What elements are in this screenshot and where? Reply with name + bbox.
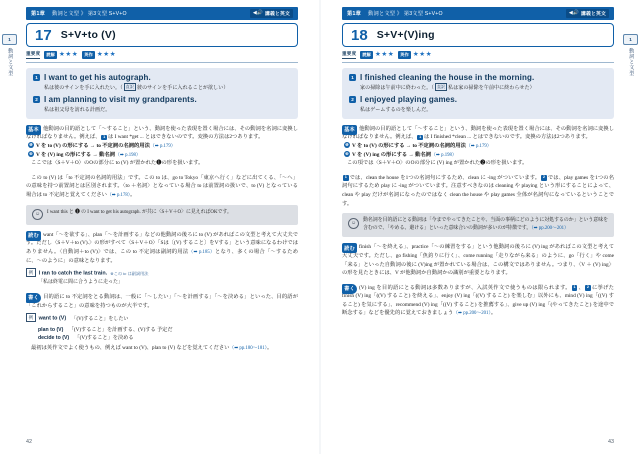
example-japanese-before: 家の掃除は午前中に終わった。（ — [360, 86, 434, 92]
chapter-label: 第1章 — [347, 11, 362, 17]
importance-tag: 英作 — [400, 51, 409, 57]
section-title-plate-left — [26, 23, 298, 47]
example-japanese-after: 彼のサインを手に入れることが欲しい） — [136, 86, 229, 92]
example-english: I finished cleaning the house in the morning. — [360, 72, 535, 82]
thumb-tab-right[interactable] — [624, 34, 637, 76]
importance-item-writing — [398, 51, 432, 59]
basic-block-right — [342, 125, 614, 168]
example-item — [349, 73, 607, 92]
importance-row-right — [342, 51, 614, 63]
literal-tag: 直訳 — [125, 84, 134, 90]
basic-paragraph-2 — [342, 159, 614, 168]
writing-number-sep: 、 — [578, 284, 585, 291]
writing-tail-end: 。 — [267, 344, 273, 351]
breadcrumb — [52, 10, 127, 17]
audio-label: 講義と英文 — [265, 12, 290, 17]
breadcrumb-chapter-title: 動詞と文型 — [52, 11, 80, 17]
example-english: I enjoyed playing games. — [360, 95, 458, 105]
example-item — [33, 95, 291, 113]
reading-paragraph — [342, 243, 614, 277]
advice-icon: ☺ — [348, 218, 359, 229]
example-japanese-before: 私は彼のサインを手に入れたい。（ — [44, 86, 123, 92]
basic-text-2: は I finished *clean ... とはできないのです。変換の方法は2つあります。 — [423, 134, 591, 141]
advice-note-text: I want this と ❶ の I want to get his autograph. が共に〈S＋V＋O〉に見えればOKです。 — [47, 209, 232, 215]
section-title-plate-right — [342, 23, 614, 47]
importance-stars: ★★★ — [374, 50, 395, 58]
example-number: 1 — [349, 74, 356, 81]
basic-block-body — [26, 125, 298, 168]
example-line — [349, 73, 607, 82]
audio-label: 講義と英文 — [581, 12, 606, 17]
detail-inline-number: 2 — [542, 175, 546, 180]
detail-block-left — [26, 174, 298, 200]
detail-block-body — [26, 174, 298, 200]
writing-block-body — [342, 284, 614, 319]
thumb-tab-label: 動詞と文型 — [628, 48, 634, 76]
basic-block-heading: 基本 — [26, 125, 41, 135]
rule-reference[interactable]: （➡ p.179） — [149, 143, 176, 149]
advice-note-text — [363, 217, 608, 233]
basic-text-1: 他動詞の目的語として「〜すること」という、動詞を使った表現を置く場合には、その動詞を名詞に変換しなければなりません。例えば、 — [26, 125, 298, 141]
page-number-left: 42 — [26, 439, 32, 445]
reading-block-heading: 読む — [26, 231, 41, 241]
writing-paragraph — [26, 293, 298, 310]
breadcrumb-section-title: 第3文型 S+V+O — [87, 11, 127, 17]
importance-label: 重要度 — [342, 51, 356, 59]
right-page — [320, 0, 640, 454]
rule-reference[interactable]: （➡ p.198） — [431, 152, 457, 158]
detail-tail: 。 — [130, 192, 136, 199]
writing-text-a: (V) ing を目的語にとる動詞は多数ありますが、入試英作文で使うものは限られます。 — [359, 284, 571, 291]
advice-note-left — [26, 205, 298, 225]
writing-tail-paragraph — [26, 344, 298, 353]
breadcrumb-separator: 》 — [80, 11, 87, 17]
detail-paragraph — [342, 174, 614, 208]
writing-reference[interactable]: （➡ pp.200〜201） — [453, 311, 491, 317]
writing-item-japanese: 「(V)すること」をしたい — [71, 316, 129, 322]
detail-inline-number: 1 — [344, 175, 347, 180]
breadcrumb — [368, 10, 443, 17]
basic-text-3: ここでは〈S＋V＋O〉のOの部分に to (V) が置かれた❶の形を扱います。 — [31, 160, 204, 167]
literal-tag: 直訳 — [436, 84, 446, 90]
example-number: 2 — [349, 96, 356, 103]
speaker-icon: ◀🔊 — [252, 10, 263, 16]
chapter-label: 第1章 — [31, 11, 46, 17]
example-japanese — [360, 83, 607, 91]
writing-item-english: plan to (V) — [38, 326, 64, 333]
reading-block-heading: 読む — [342, 243, 357, 253]
basic-inline-number: 1 — [103, 134, 106, 139]
example-tag: 例 — [26, 313, 36, 322]
audio-badge[interactable] — [566, 9, 609, 18]
importance-item-writing — [82, 51, 116, 59]
detail-reference[interactable]: （➡ p.178） — [106, 193, 131, 199]
importance-item-reading — [44, 51, 78, 59]
rule-text: V を (V) ing の形にする → 動名詞 — [352, 151, 432, 158]
thumb-tab-number: 1 — [2, 34, 17, 45]
rule-number: ❷ — [345, 151, 349, 157]
basic-paragraph-2 — [26, 159, 298, 168]
reading-block-body — [26, 231, 298, 266]
writing-item-english: want to (V) — [38, 315, 67, 322]
rule-number: ❷ — [29, 151, 33, 157]
importance-row-left — [26, 51, 298, 63]
reading-tail: となり、多くの場合「〜するために、〜のように」の意味となります。 — [26, 248, 298, 264]
writing-block-right — [342, 284, 614, 319]
advice-icon: ☺ — [32, 209, 43, 220]
basic-inline-number: 1 — [419, 134, 422, 139]
importance-tag: 英作 — [84, 51, 93, 57]
example-english: I want to get his autograph. — [44, 72, 151, 82]
basic-rule — [26, 151, 298, 160]
writing-tail-body — [26, 344, 298, 353]
writing-tail: 。 — [490, 310, 497, 317]
writing-block-body — [26, 293, 298, 310]
writing-item — [26, 326, 298, 335]
writing-block-heading: 書く — [342, 284, 357, 294]
rule-text: V を (V) ing の形にする → 動名詞 — [36, 151, 116, 158]
basic-rule — [26, 142, 298, 151]
writing-text-b: に挙げた finish (V) ing「((V) すること) を終える」、enjoy (V) ing「((V) すること) を楽しむ」以外にも、mind (V) ing「((V) すること) を気にする」、recommend (V) ing「((V) すること) を推薦する」、give up (V) ing「(やってきたこと) を途中で断念する」などを優先的に覚えておきましょう — [342, 284, 614, 317]
speaker-icon: ◀🔊 — [568, 10, 579, 16]
reading-reference[interactable]: （➡ p.185） — [188, 249, 216, 255]
rule-number: ❶ — [29, 142, 33, 148]
reading-text: want「〜を欲する」、plan「〜を計画する」などの他動詞の後ろに to (V) があればこの文型と考えて大丈夫です。ただし〈S＋V＋to (V).〉の形がすべて〈S＋V＋O〉「Sは〔(V) すること〕をVする」という意味になるわけではありません。〈自動詞＋to (V)〉では、この to 不定詞は副詞的用法 — [26, 231, 298, 255]
rule-reference[interactable]: （➡ p.198） — [115, 152, 141, 158]
detail-block-right — [342, 174, 614, 208]
reading-example-note: ※この to は副詞用法 — [110, 270, 149, 276]
reading-block-right — [342, 243, 614, 277]
importance-tag: 読解 — [362, 51, 371, 57]
page-number-right: 43 — [608, 439, 614, 445]
reading-example-english: I ran to catch the last train. — [38, 270, 108, 277]
detail-text: この to (V) は「to 不定詞の名詞的用法」です。この to は、go to Tokyo「東京へ行く」などに出てくる、「〜へ」の意味を持つ前置詞とは区別されます。〈to ＋名詞〉となっている場合 to は前置詞の扱いで、to (V) となっている場合は to 不定詞と覚えてください — [26, 174, 298, 199]
writing-text: 目的語に to 不定詞をとる動詞は、一般に「〜したい」「〜を計画する」「〜を決める」といった、目的語が「これからすること」の意味を持つものが大半です。 — [26, 293, 298, 309]
section-number: 18 — [351, 26, 368, 44]
advice-note-right — [342, 213, 614, 237]
section-number: 17 — [35, 26, 52, 44]
basic-rule — [342, 151, 614, 160]
example-number: 1 — [33, 74, 40, 81]
example-line — [349, 95, 607, 104]
example-english: I am planning to visit my grandparents. — [44, 95, 197, 105]
detail-block-body — [342, 174, 614, 208]
thumb-tab-number: 1 — [623, 34, 638, 45]
reading-example — [26, 268, 298, 287]
reading-example-japanese: 「私は終電に間に合うように走った」 — [38, 279, 124, 285]
thumb-tab-label: 動詞と文型 — [7, 48, 13, 76]
example-japanese: 私はゲームするのを楽しんだ。 — [360, 107, 432, 113]
example-line — [33, 73, 291, 82]
rule-reference[interactable]: （➡ p.179） — [465, 143, 492, 149]
example-item — [349, 95, 607, 113]
example-japanese: 私は祖父母を訪れる計画だ。 — [44, 107, 111, 113]
advice-note-reference[interactable]: （➡ pp.200〜201） — [531, 226, 569, 232]
example-box-right — [342, 68, 614, 119]
writing-inline-number: 1 — [573, 285, 576, 290]
importance-stars: ★★★ — [412, 50, 433, 58]
reading-text: finish「〜を終える」、practice「〜の練習をする」という他動詞の後ろに (V) ing があればこの文型と考えて大丈夫です。ただし、go fishing「魚釣りに行く」、come running「走りながら来る」のように、go「行く」や come「来る」といった自動詞の後に (V)ing が置かれている場合は、この構文ではありません。つまり、〈V ＋ (V) ing〉の形を見たときには、V が他動詞か自動詞かの識別が重要となります。 — [342, 244, 614, 277]
writing-tail-text: 最初は英作文でよく使うもの、例えば want to (V)、plan to (V) などを覚えてください — [31, 344, 230, 351]
example-box-left — [26, 68, 298, 119]
example-japanese-after: 私は家の掃除を午前中に終わらせた） — [448, 86, 535, 92]
breadcrumb-chapter-title: 動詞と文型 — [368, 11, 396, 17]
basic-paragraph — [342, 125, 614, 142]
writing-block-left — [26, 293, 298, 353]
reading-paragraph — [26, 231, 298, 266]
basic-block-heading: 基本 — [342, 125, 357, 135]
basic-text-1: 他動詞の目的語として「〜すること」という、動詞を使った表現を置く場合には、その動詞を名詞に変換しなければなりません。例えば、 — [342, 125, 614, 141]
section-formula: S+V+(V)ing — [376, 29, 435, 41]
writing-paragraph — [342, 284, 614, 319]
rule-number: ❶ — [345, 142, 349, 148]
running-header-right — [342, 7, 614, 20]
writing-item-japanese: 「(V)すること」を決める — [74, 335, 134, 342]
basic-rule — [342, 142, 614, 151]
example-item — [33, 73, 291, 92]
advice-note-body: 動名詞を目的語にとる動詞は「今までやってきたことや、当面の事柄にどのように対処するのか」という意味を含むので、「やめる、避ける」といった意味合いの動詞が多いのが特徴です。 — [363, 218, 608, 232]
writing-block-heading: 書く — [26, 293, 41, 303]
basic-text-3: この項では〈S＋V＋O〉のOの部分に (V) ing が置かれた❷の形を扱います。 — [347, 160, 528, 167]
importance-tag: 読解 — [46, 51, 55, 57]
breadcrumb-separator: 》 — [396, 11, 403, 17]
detail-paragraph — [26, 174, 298, 200]
writing-inline-number: 2 — [586, 285, 589, 290]
audio-badge[interactable] — [250, 9, 293, 18]
importance-label: 重要度 — [26, 51, 40, 59]
writing-reference[interactable]: （➡ pp.180〜181） — [229, 345, 268, 351]
importance-stars: ★★★ — [58, 50, 79, 58]
example-line — [33, 95, 291, 104]
reading-block-left — [26, 231, 298, 287]
writing-example-list — [26, 313, 298, 324]
writing-item-japanese: 「(V)すること」を計画する、(V)する 予定だ — [68, 326, 173, 333]
running-header-left — [26, 7, 298, 20]
section-formula: S+V+to (V) — [60, 29, 116, 41]
rule-text: V を to (V) の形にする → to 不定詞の名詞的用法 — [36, 142, 150, 149]
thumb-tab-left[interactable] — [3, 34, 16, 76]
writing-item-english: decide to (V) — [38, 335, 70, 342]
importance-stars: ★★★ — [96, 50, 117, 58]
detail-text-2: では、play games を1つの名詞句にするため play に -ing がついています。注意すべきなのは cleaning や playing という形にすることによって、clean や play だけが名詞になったのではなく clean the house や play games 全体が名詞句になっているということです。 — [342, 174, 614, 207]
basic-block-body — [342, 125, 614, 168]
example-japanese — [44, 83, 291, 91]
example-tag: 例 — [26, 268, 36, 277]
writing-item — [26, 334, 298, 343]
basic-block-left — [26, 125, 298, 168]
basic-paragraph — [26, 125, 298, 142]
importance-item-reading — [360, 51, 394, 59]
rule-text: V を to (V) の形にする → to 不定詞の名詞的用法 — [352, 142, 466, 149]
example-number: 2 — [33, 96, 40, 103]
detail-text-1: では、clean the house を1つの名詞句にするため、clean に -ing がついています。 — [349, 174, 541, 181]
reading-block-body — [342, 243, 614, 277]
basic-text-2: は I want *get ... とはできないのです。変換の方法は2つあります。 — [107, 134, 264, 141]
breadcrumb-section-title: 第3文型 S+V+O — [403, 11, 443, 17]
